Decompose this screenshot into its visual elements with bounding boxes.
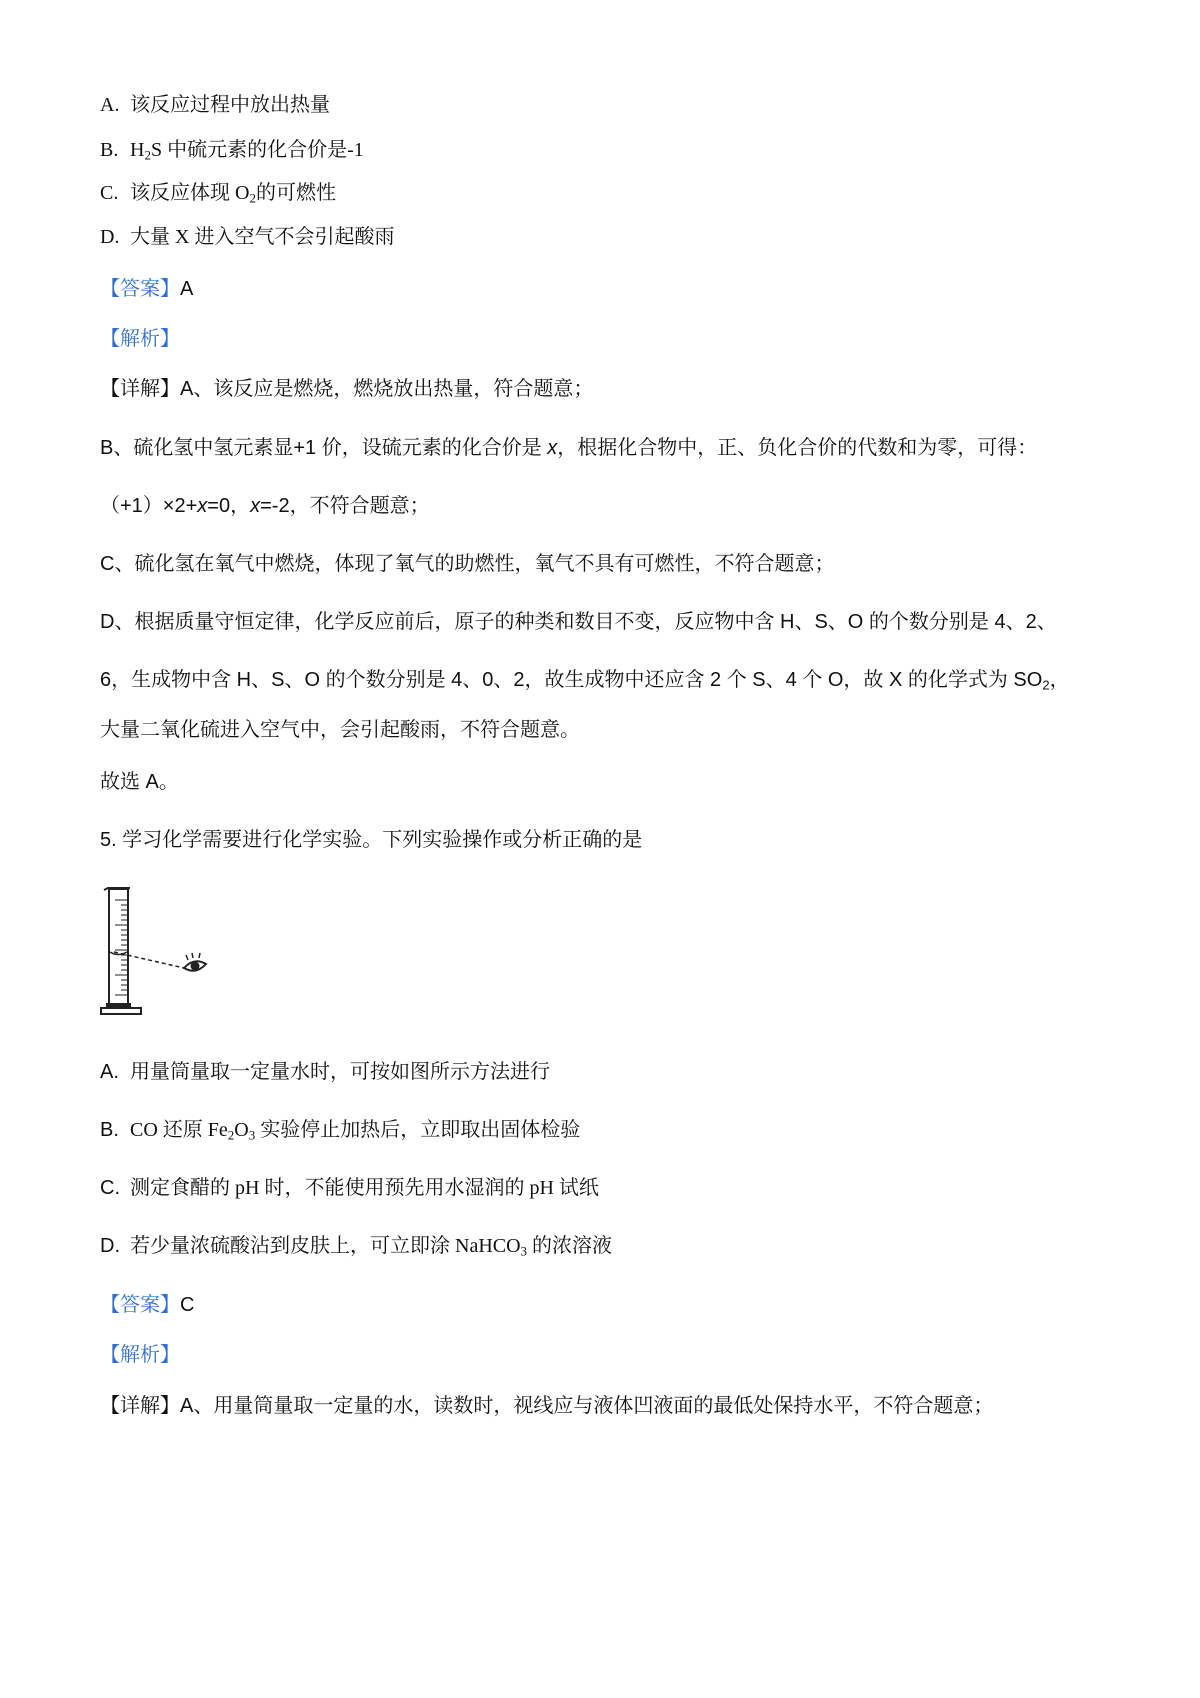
detail-text: ，根据化合物中，正、负化合价的代数和为零，可得： [557,437,1038,459]
detail-text: B、硫化氢中氢元素显+1 价，设硫元素的化合价是 [100,437,548,459]
option-label: D. [100,1235,120,1257]
subscript: 2 [227,1127,235,1143]
detail-text: （+1）×2+ [100,495,198,517]
option-label: D. [100,226,120,248]
option-text: 实验停止加热后，立即取出固体检验 [255,1119,581,1141]
graduation-ticks [115,900,127,995]
option-text: 该反应过程中放出热量 [130,94,330,116]
q5-analysis-tag: 【解析】 [100,1344,180,1366]
q4-option-c [100,181,336,205]
subscript: 2 [144,147,151,163]
answer-value: A [180,278,194,300]
option-text: 的可燃性 [255,182,336,204]
q5-stem: 5. 学习化学需要进行化学实验。下列实验操作或分析正确的是 [100,829,643,851]
eye-lashes [186,953,200,960]
option-label: B. [100,1119,119,1141]
detail-tag: 【详解】 [100,1395,180,1417]
detail-tag: 【详解】 [100,378,180,400]
option-label: A. [100,94,120,116]
q5-option-d [100,1234,612,1258]
detail-text: A、该反应是燃烧，燃烧放出热量，符合题意； [180,378,594,400]
variable-x: x [250,495,261,517]
q4-detail-line-6 [100,668,1070,692]
answer-tag: 【答案】 [100,278,180,300]
option-text: 该反应体现 O [130,182,250,204]
answer-value: C [180,1294,195,1316]
q4-conclusion: 故选 A。 [100,771,179,793]
option-text: H [130,139,145,161]
option-label: C. [100,1177,120,1199]
option-text: 若少量浓硫酸沾到皮肤上，可立即涂 NaHCO [130,1235,521,1257]
eye-icon [184,953,206,971]
q4-option-d [100,225,394,249]
variable-x: x [547,437,558,459]
q5-option-a [100,1060,550,1084]
option-text: 用量筒量取一定量水时，可按如图所示方法进行 [130,1061,550,1083]
subscript: 2 [1042,677,1050,693]
q4-detail-line-7: 大量二氧化硫进入空气中，会引起酸雨，不符合题意。 [100,719,580,741]
option-text: 的浓溶液 [527,1235,613,1257]
subscript: 2 [249,190,256,206]
q4-detail-line-1 [100,377,593,401]
option-text: 测定食醋的 pH 时，不能使用预先用水湿润的 pH 试纸 [130,1177,599,1199]
option-text: 大量 X 进入空气不会引起酸雨 [130,226,395,248]
cylinder-tube [109,889,128,1005]
q4-option-b [100,138,364,162]
q4-option-a [100,93,330,117]
detail-text: ， [1049,669,1070,691]
option-label: A. [100,1061,119,1083]
option-text: CO 还原 Fe [130,1119,228,1141]
detail-text: =0， [207,495,251,517]
option-label: B. [100,139,119,161]
detail-text: A、用量筒量取一定量的水，读数时，视线应与液体凹液面的最低处保持水平，不符合题意； [180,1395,994,1417]
eye-pupil [192,963,199,970]
q4-detail-line-3 [100,494,430,518]
q4-detail-line-2 [100,436,1037,460]
option-text: O [234,1119,249,1141]
q5-detail-line-1 [100,1394,993,1418]
q4-detail-line-4: C、硫化氢在氧气中燃烧，体现了氧气的助燃性，氧气不具有可燃性，不符合题意； [100,553,835,575]
subscript: 3 [248,1127,256,1143]
option-text: S 中硫元素的化合价是-1 [150,139,364,161]
answer-tag: 【答案】 [100,1294,180,1316]
q5-option-b [100,1118,580,1142]
measuring-cylinder-icon [101,888,141,1014]
measuring-cylinder-figure [100,880,210,1025]
q4-detail-line-5: D、根据质量守恒定律，化学反应前后，原子的种类和数目不变，反应物中含 H、S、O 的个数分别是 4、2、 [100,611,1057,633]
variable-x: x [197,495,208,517]
subscript: 3 [520,1243,528,1259]
cylinder-base [101,1008,141,1014]
q4-answer [100,277,193,301]
q5-answer [100,1293,194,1317]
detail-text: 6，生成物中含 H、S、O 的个数分别是 4、0、2，故生成物中还应含 2 个 S、4 个 O，故 X 的化学式为 SO [100,669,1043,691]
detail-text: =-2，不符合题意； [260,495,430,517]
q4-analysis-tag: 【解析】 [100,328,180,350]
option-label: C. [100,182,119,204]
q5-option-c [100,1176,599,1200]
